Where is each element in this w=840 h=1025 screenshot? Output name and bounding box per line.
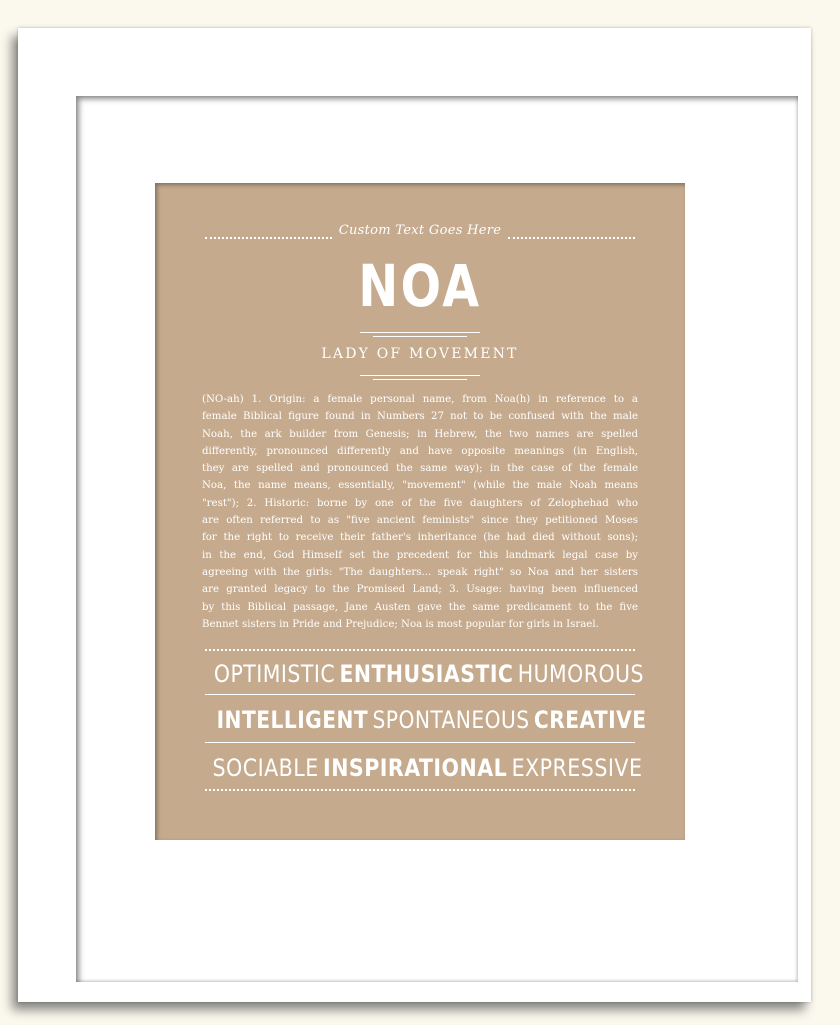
name-meaning: LADY OF MOVEMENT [321, 346, 519, 362]
trait-word: INTELLIGENT [216, 706, 369, 734]
traits-row-content [214, 657, 644, 694]
definition-line: in the end, God Himself set the precedent for this landmark legal case by [202, 549, 638, 561]
definition-line: "rest"); 2. Historic: borne by one of the five daughters of Zelophehad who [202, 497, 638, 509]
definition-line: by this Biblical passage, Jane Austen gave the same predicament to the five [202, 601, 638, 613]
definition-line: for the right to receive their father's inheritance (he had died without sons); [202, 532, 638, 544]
dotted-divider-right [508, 237, 635, 239]
traits-row-2 [202, 703, 647, 740]
definition-line: agreeing with the girls: "The daughters... speak right" so Noa and her sisters [202, 566, 638, 578]
trait-word: ENTHUSIASTIC [339, 660, 514, 688]
rule-lower-1 [360, 375, 480, 376]
definition-line: Noah, the ark builder from Genesis; in Hebrew, the two names are spelled [202, 428, 638, 440]
name-print [155, 183, 685, 840]
traits-row-3 [202, 751, 643, 788]
definition-line: (NO-ah) 1. Origin: a female personal name, from Noa(h) in reference to a [202, 394, 638, 405]
name-definition [202, 391, 638, 633]
rule-upper-2 [373, 336, 467, 337]
definition-line: female Biblical figure found in Numbers 27 not to be confused with the male [202, 411, 638, 423]
dotted-divider-traits-top [205, 649, 635, 651]
traits-row-content [217, 703, 647, 740]
trait-word: SOCIABLE [212, 754, 319, 782]
trait-word: OPTIMISTIC [213, 660, 336, 688]
definition-line: are granted legacy to the Promised Land; 3. Usage: having been influenced [202, 584, 638, 596]
trait-word: INSPIRATIONAL [323, 754, 508, 782]
definition-line: differently, pronounced differently and have opposite meanings (in English, [202, 445, 638, 457]
definition-line: Bennet sisters in Pride and Prejudice; Noa is most popular for girls in Israel. [202, 618, 599, 630]
rule-upper-1 [360, 332, 480, 333]
trait-word: CREATIVE [533, 706, 647, 734]
definition-line: they are spelled and pronounced the same way); in the case of the female [202, 463, 638, 475]
rule-traits-1 [205, 694, 635, 695]
definition-line: Noa, the name means, essentially, "movement" (while the male Noah means [202, 480, 638, 492]
name-title: NOA [358, 252, 482, 320]
rule-lower-2 [373, 379, 467, 380]
traits-row-1 [202, 657, 644, 694]
trait-word: HUMOROUS [517, 660, 644, 688]
trait-word: SPONTANEOUS [372, 706, 530, 734]
rule-traits-2 [205, 742, 635, 743]
dotted-divider-traits-bottom [205, 789, 635, 791]
custom-text: Custom Text Goes Here [338, 223, 502, 238]
trait-word: EXPRESSIVE [511, 754, 643, 782]
definition-line: are often referred to as "five ancient feminists" since they petitioned Moses [202, 515, 638, 527]
traits-row-content [212, 751, 642, 788]
